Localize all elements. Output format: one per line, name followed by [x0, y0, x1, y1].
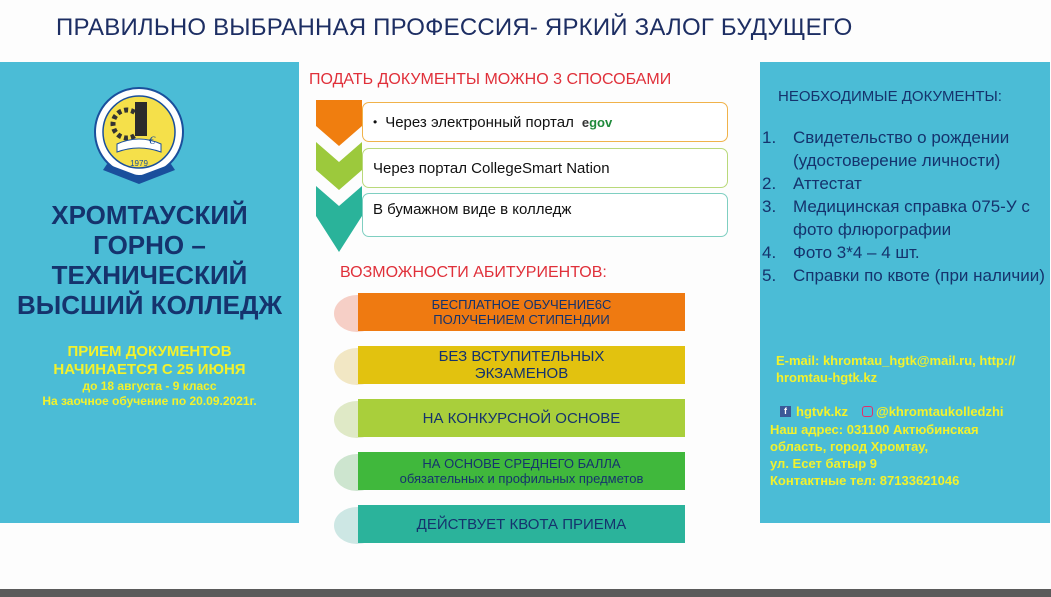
email-line[interactable]: E-mail: khromtau_hgtk@mail.ru, http:// — [776, 353, 1016, 368]
method-bullet: • — [373, 115, 378, 129]
admission-line: На заочное обучение по 20.09.2021г. — [42, 394, 257, 408]
opportunity-bar-no-exams — [358, 346, 685, 384]
list-item: 5. Справки по квоте (при наличии) — [762, 266, 1045, 285]
email-info — [776, 352, 1015, 386]
admission-line: ПРИЕМ ДОКУМЕНТОВ — [67, 343, 232, 360]
college-name-line: ХРОМТАУСКИЙ — [51, 200, 248, 230]
page-title: ПРАВИЛЬНО ВЫБРАННАЯ ПРОФЕССИЯ- ЯРКИЙ ЗАЛОГ БУДУЩЕГО — [56, 14, 853, 41]
opportunity-bar-free-tuition — [358, 293, 685, 331]
logo-year: 1979 — [130, 159, 148, 168]
method-chevrons — [314, 96, 364, 256]
instagram-icon — [862, 406, 873, 417]
facebook-icon: f — [780, 406, 791, 417]
opportunity-text: НА ОСНОВЕ СРЕДНЕГО БАЛЛА — [422, 456, 621, 471]
admission-line: до 18 августа - 9 класс — [82, 379, 217, 393]
college-name-line: ТЕХНИЧЕСКИЙ — [51, 260, 248, 290]
method-text: Через портал CollegeSmart Nation — [373, 159, 610, 177]
documents-list — [762, 126, 1051, 287]
method-text: В бумажном виде в колледж — [373, 201, 572, 218]
method-chevron-2 — [316, 142, 362, 190]
methods-title: ПОДАТЬ ДОКУМЕНТЫ МОЖНО 3 СПОСОБАМИ — [309, 71, 672, 88]
opportunity-text: БЕСПЛАТНОЕ ОБУЧЕНИЕ6С — [431, 297, 612, 312]
admission-line: НАЧИНАЕТСЯ С 25 ИЮНЯ — [53, 361, 246, 378]
college-name-line: ГОРНО – — [93, 230, 206, 260]
address-line: область, город Хромтау, — [770, 439, 929, 454]
address-line: ул. Есет батыр 9 — [770, 456, 877, 471]
method-collegesmart — [362, 148, 728, 188]
opportunity-text: ДЕЙСТВУЕТ КВОТА ПРИЕМА — [416, 515, 627, 533]
phone: Контактные тел: 87133621046 — [770, 473, 960, 488]
list-item: 2. Аттестат — [762, 174, 862, 193]
college-name — [0, 200, 299, 320]
email-line[interactable]: hromtau-hgtk.kz — [776, 370, 878, 385]
method-chevron-3 — [316, 186, 362, 252]
opportunity-text: обязательных и профильных предметов — [399, 471, 644, 486]
address — [770, 421, 979, 489]
opportunity-bar-competitive — [358, 399, 685, 437]
list-item: 1. Свидетельство о рождении (удостоверение личности) — [762, 128, 1010, 170]
list-item: 4. Фото 3*4 – 4 шт. — [762, 243, 920, 262]
method-egov — [362, 102, 728, 142]
bottom-strip — [0, 589, 1051, 597]
address-line: Наш адрес: 031100 Актюбинская — [770, 422, 979, 437]
opportunity-text: БЕЗ ВСТУПИТЕЛЬНЫХ — [438, 348, 605, 365]
list-item: 3. Медицинская справка 075-У с фото флюрографии — [762, 197, 1030, 239]
documents-title: НЕОБХОДИМЫЕ ДОКУМЕНТЫ: — [778, 88, 1002, 105]
social-links — [776, 403, 1004, 420]
opportunity-bar-quota — [358, 505, 685, 543]
opportunity-text: НА КОНКУРСНОЙ ОСНОВЕ — [422, 409, 621, 427]
opportunities-title: ВОЗМОЖНОСТИ АБИТУРИЕНТОВ: — [340, 264, 607, 281]
opportunity-text: ПОЛУЧЕНИЕМ СТИПЕНДИИ — [433, 312, 610, 327]
opportunity-text: ЭКЗАМЕНОВ — [474, 365, 569, 382]
egov-logo-icon: egov — [581, 114, 613, 130]
method-chevron-1 — [316, 100, 362, 146]
instagram-link[interactable]: @khromtaukolledzhi — [876, 404, 1004, 419]
method-text: Через электронный портал — [385, 113, 574, 131]
facebook-link[interactable]: hgtvk.kz — [796, 404, 849, 419]
opportunity-bar-average-score — [358, 452, 685, 490]
college-name-line: ВЫСШИЙ КОЛЛЕДЖ — [16, 290, 283, 320]
svg-text:€: € — [149, 133, 155, 147]
method-paper — [362, 193, 728, 237]
college-emblem-icon — [93, 86, 185, 186]
admission-info — [0, 343, 299, 409]
